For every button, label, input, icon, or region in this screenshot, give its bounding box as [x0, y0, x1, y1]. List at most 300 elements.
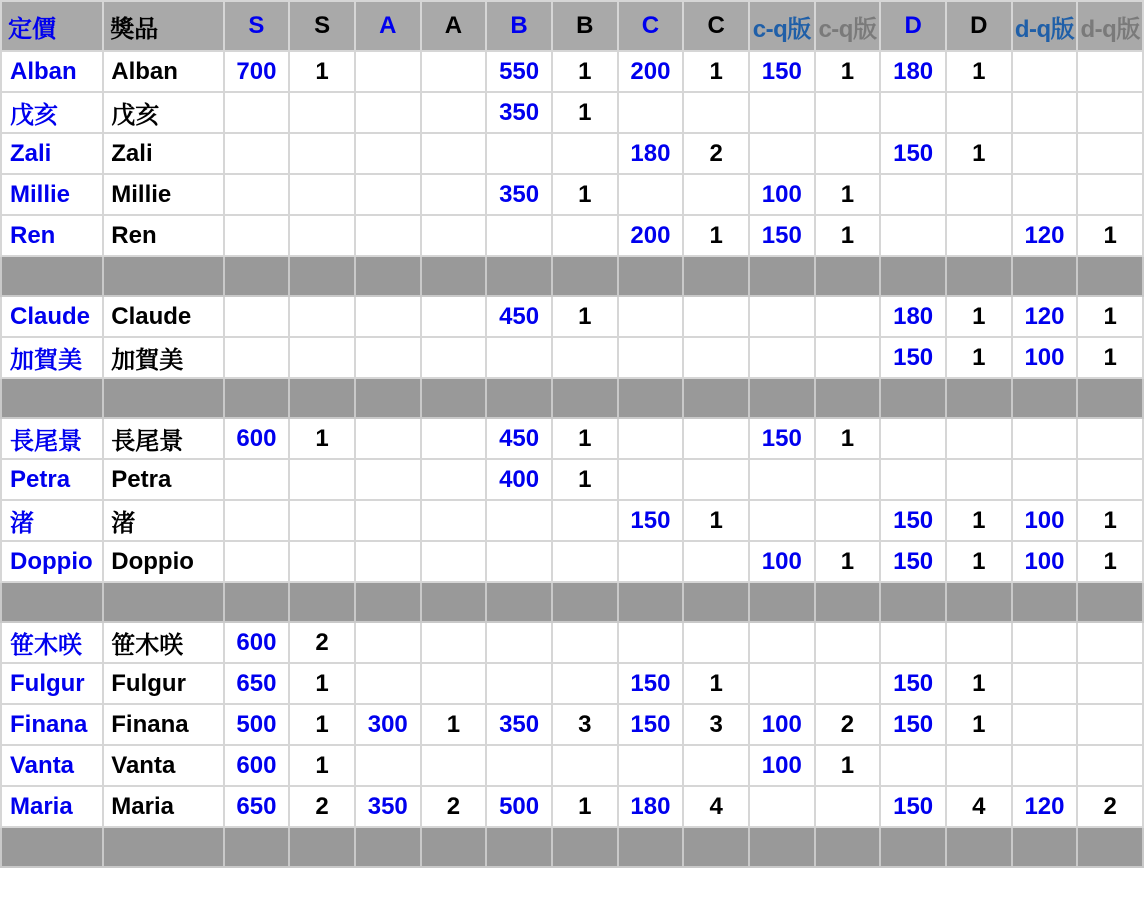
separator-cell — [355, 378, 421, 418]
price-cell[interactable]: 200 — [618, 215, 684, 256]
price-cell[interactable] — [486, 663, 552, 704]
price-cell[interactable]: 150 — [880, 704, 946, 745]
price-cell[interactable]: 450 — [486, 296, 552, 337]
quantity-cell[interactable] — [946, 215, 1012, 256]
price-cell[interactable] — [1012, 663, 1078, 704]
quantity-cell[interactable] — [683, 337, 749, 378]
prize-name-cell[interactable]: Claude — [103, 296, 223, 337]
prize-name-cell[interactable]: Zali — [103, 133, 223, 174]
price-cell[interactable] — [486, 500, 552, 541]
price-cell[interactable] — [880, 215, 946, 256]
price-cell[interactable] — [1012, 133, 1078, 174]
price-cell[interactable]: 100 — [749, 541, 815, 582]
quantity-cell[interactable]: 1 — [1077, 337, 1143, 378]
price-cell[interactable]: 150 — [880, 500, 946, 541]
quantity-cell[interactable] — [552, 133, 618, 174]
price-cell[interactable] — [1012, 174, 1078, 215]
separator-cell — [618, 582, 684, 622]
quantity-cell[interactable] — [289, 296, 355, 337]
quantity-cell[interactable]: 1 — [552, 459, 618, 500]
price-cell[interactable]: 150 — [749, 215, 815, 256]
separator-cell — [815, 256, 881, 296]
quantity-cell[interactable]: 1 — [1077, 500, 1143, 541]
quantity-cell[interactable]: 2 — [289, 786, 355, 827]
price-name-cell[interactable]: 長尾景 — [1, 418, 103, 459]
price-cell[interactable]: 100 — [749, 174, 815, 215]
price-cell[interactable] — [749, 133, 815, 174]
header-cell[interactable]: D — [880, 1, 946, 51]
quantity-cell[interactable] — [421, 459, 487, 500]
separator-cell — [103, 827, 223, 867]
price-cell[interactable]: 400 — [486, 459, 552, 500]
price-cell[interactable]: 200 — [618, 51, 684, 92]
quantity-cell[interactable] — [289, 337, 355, 378]
quantity-cell[interactable]: 1 — [946, 296, 1012, 337]
price-cell[interactable]: 180 — [880, 296, 946, 337]
quantity-cell[interactable]: 1 — [552, 418, 618, 459]
header-cell[interactable]: d-q版 — [1012, 1, 1078, 51]
price-cell[interactable] — [749, 337, 815, 378]
header-cell[interactable]: 獎品 — [103, 1, 223, 51]
price-cell[interactable] — [486, 622, 552, 663]
price-cell[interactable] — [355, 51, 421, 92]
price-cell[interactable]: 100 — [1012, 541, 1078, 582]
quantity-cell[interactable] — [552, 500, 618, 541]
price-cell[interactable] — [355, 500, 421, 541]
quantity-cell[interactable] — [815, 459, 881, 500]
price-cell[interactable] — [486, 215, 552, 256]
price-cell[interactable] — [224, 296, 290, 337]
price-cell[interactable] — [618, 418, 684, 459]
quantity-cell[interactable] — [421, 745, 487, 786]
price-cell[interactable] — [1012, 51, 1078, 92]
quantity-cell[interactable]: 1 — [552, 174, 618, 215]
quantity-cell[interactable]: 4 — [683, 786, 749, 827]
quantity-cell[interactable]: 3 — [552, 704, 618, 745]
header-cell[interactable]: c-q版 — [749, 1, 815, 51]
quantity-cell[interactable] — [1077, 51, 1143, 92]
quantity-cell[interactable]: 1 — [552, 51, 618, 92]
price-cell[interactable] — [1012, 459, 1078, 500]
price-cell[interactable]: 150 — [749, 418, 815, 459]
quantity-cell[interactable] — [552, 541, 618, 582]
quantity-cell[interactable] — [421, 174, 487, 215]
price-cell[interactable]: 120 — [1012, 786, 1078, 827]
price-cell[interactable] — [880, 622, 946, 663]
price-cell[interactable] — [618, 337, 684, 378]
price-cell[interactable]: 150 — [618, 704, 684, 745]
prize-name-cell[interactable]: Fulgur — [103, 663, 223, 704]
quantity-cell[interactable]: 2 — [815, 704, 881, 745]
header-cell[interactable]: C — [618, 1, 684, 51]
price-cell[interactable]: 100 — [1012, 337, 1078, 378]
quantity-cell[interactable]: 1 — [552, 92, 618, 133]
quantity-cell[interactable] — [421, 133, 487, 174]
price-name-cell[interactable]: Ren — [1, 215, 103, 256]
prize-name-cell[interactable]: Maria — [103, 786, 223, 827]
price-cell[interactable]: 350 — [355, 786, 421, 827]
prize-name-cell[interactable]: Finana — [103, 704, 223, 745]
table-body — [1, 51, 1143, 867]
price-cell[interactable] — [486, 337, 552, 378]
price-cell[interactable] — [355, 215, 421, 256]
quantity-cell[interactable]: 1 — [946, 663, 1012, 704]
separator-row — [1, 256, 1143, 296]
price-cell[interactable]: 150 — [618, 500, 684, 541]
separator-row — [1, 378, 1143, 418]
price-cell[interactable] — [486, 133, 552, 174]
price-name-cell[interactable]: Doppio — [1, 541, 103, 582]
price-cell[interactable] — [1012, 745, 1078, 786]
quantity-cell[interactable] — [683, 459, 749, 500]
price-cell[interactable] — [1012, 622, 1078, 663]
table-row — [1, 745, 1143, 786]
quantity-cell[interactable]: 1 — [815, 541, 881, 582]
table-row — [1, 500, 1143, 541]
quantity-cell[interactable] — [421, 215, 487, 256]
price-name-cell[interactable]: Alban — [1, 51, 103, 92]
quantity-cell[interactable] — [1077, 133, 1143, 174]
price-cell[interactable] — [486, 541, 552, 582]
quantity-cell[interactable]: 3 — [683, 704, 749, 745]
price-cell[interactable] — [618, 459, 684, 500]
separator-cell — [355, 256, 421, 296]
separator-row — [1, 582, 1143, 622]
quantity-cell[interactable]: 1 — [815, 174, 881, 215]
price-cell[interactable]: 180 — [880, 51, 946, 92]
price-cell[interactable] — [355, 541, 421, 582]
price-cell[interactable]: 100 — [749, 745, 815, 786]
quantity-cell[interactable] — [552, 215, 618, 256]
price-name-cell[interactable]: Finana — [1, 704, 103, 745]
price-cell[interactable] — [749, 500, 815, 541]
quantity-cell[interactable]: 1 — [552, 786, 618, 827]
price-cell[interactable] — [355, 296, 421, 337]
quantity-cell[interactable]: 1 — [815, 745, 881, 786]
price-cell[interactable]: 450 — [486, 418, 552, 459]
quantity-cell[interactable] — [1077, 418, 1143, 459]
price-cell[interactable] — [880, 92, 946, 133]
price-cell[interactable] — [880, 745, 946, 786]
price-name-cell[interactable]: Maria — [1, 786, 103, 827]
quantity-cell[interactable] — [815, 622, 881, 663]
price-cell[interactable] — [224, 215, 290, 256]
quantity-cell[interactable] — [289, 500, 355, 541]
prize-name-cell[interactable]: 笹木咲 — [103, 622, 223, 663]
prize-name-cell[interactable]: Doppio — [103, 541, 223, 582]
quantity-cell[interactable] — [421, 92, 487, 133]
quantity-cell[interactable] — [815, 92, 881, 133]
price-name-cell[interactable]: Vanta — [1, 745, 103, 786]
quantity-cell[interactable] — [683, 541, 749, 582]
price-cell[interactable]: 700 — [224, 51, 290, 92]
quantity-cell[interactable] — [946, 622, 1012, 663]
price-cell[interactable]: 350 — [486, 174, 552, 215]
quantity-cell[interactable]: 2 — [421, 786, 487, 827]
prize-name-cell[interactable]: Petra — [103, 459, 223, 500]
price-name-cell[interactable]: 渚 — [1, 500, 103, 541]
price-cell[interactable] — [224, 174, 290, 215]
price-cell[interactable] — [1012, 704, 1078, 745]
quantity-cell[interactable] — [946, 174, 1012, 215]
price-cell[interactable]: 150 — [749, 51, 815, 92]
price-cell[interactable] — [618, 622, 684, 663]
price-cell[interactable]: 100 — [1012, 500, 1078, 541]
separator-cell — [1012, 378, 1078, 418]
price-cell[interactable] — [355, 174, 421, 215]
price-cell[interactable] — [1012, 92, 1078, 133]
price-cell[interactable] — [749, 296, 815, 337]
price-cell[interactable] — [749, 663, 815, 704]
price-cell[interactable] — [749, 786, 815, 827]
quantity-cell[interactable] — [815, 663, 881, 704]
quantity-cell[interactable] — [1077, 622, 1143, 663]
quantity-cell[interactable] — [815, 786, 881, 827]
price-cell[interactable] — [355, 622, 421, 663]
separator-cell — [946, 827, 1012, 867]
price-cell[interactable] — [355, 663, 421, 704]
quantity-cell[interactable] — [946, 745, 1012, 786]
price-cell[interactable] — [749, 92, 815, 133]
price-cell[interactable] — [355, 92, 421, 133]
quantity-cell[interactable] — [289, 133, 355, 174]
quantity-cell[interactable]: 1 — [946, 704, 1012, 745]
quantity-cell[interactable] — [421, 541, 487, 582]
quantity-cell[interactable] — [421, 622, 487, 663]
separator-cell — [103, 582, 223, 622]
separator-cell — [552, 582, 618, 622]
separator-cell — [1, 256, 103, 296]
price-cell[interactable]: 180 — [618, 133, 684, 174]
price-name-cell[interactable]: 加賀美 — [1, 337, 103, 378]
price-cell[interactable] — [749, 622, 815, 663]
quantity-cell[interactable]: 1 — [289, 663, 355, 704]
price-cell[interactable]: 150 — [880, 663, 946, 704]
prize-name-cell[interactable]: Millie — [103, 174, 223, 215]
quantity-cell[interactable] — [815, 296, 881, 337]
prize-name-cell[interactable]: 戊亥 — [103, 92, 223, 133]
price-cell[interactable] — [880, 418, 946, 459]
price-cell[interactable]: 500 — [224, 704, 290, 745]
quantity-cell[interactable] — [552, 745, 618, 786]
table-row — [1, 296, 1143, 337]
price-cell[interactable]: 120 — [1012, 215, 1078, 256]
quantity-cell[interactable]: 2 — [1077, 786, 1143, 827]
quantity-cell[interactable]: 4 — [946, 786, 1012, 827]
quantity-cell[interactable] — [421, 418, 487, 459]
price-cell[interactable]: 650 — [224, 663, 290, 704]
quantity-cell[interactable]: 1 — [683, 215, 749, 256]
separator-cell — [421, 582, 487, 622]
prize-name-cell[interactable]: Alban — [103, 51, 223, 92]
separator-cell — [683, 256, 749, 296]
quantity-cell[interactable]: 1 — [1077, 215, 1143, 256]
prize-name-cell[interactable]: Ren — [103, 215, 223, 256]
quantity-cell[interactable] — [421, 296, 487, 337]
quantity-cell[interactable] — [421, 500, 487, 541]
price-cell[interactable]: 500 — [486, 786, 552, 827]
price-cell[interactable] — [486, 745, 552, 786]
quantity-cell[interactable]: 1 — [946, 337, 1012, 378]
quantity-cell[interactable] — [289, 541, 355, 582]
quantity-cell[interactable]: 2 — [289, 622, 355, 663]
price-cell[interactable]: 300 — [355, 704, 421, 745]
price-cell[interactable]: 150 — [880, 786, 946, 827]
price-cell[interactable] — [618, 296, 684, 337]
price-name-cell[interactable]: Petra — [1, 459, 103, 500]
quantity-cell[interactable] — [1077, 745, 1143, 786]
quantity-cell[interactable] — [552, 622, 618, 663]
header-cell[interactable]: c-q版 — [815, 1, 881, 51]
quantity-cell[interactable] — [683, 745, 749, 786]
price-name-cell[interactable]: Millie — [1, 174, 103, 215]
price-cell[interactable]: 100 — [749, 704, 815, 745]
quantity-cell[interactable] — [815, 133, 881, 174]
header-cell[interactable]: B — [486, 1, 552, 51]
quantity-cell[interactable]: 1 — [815, 215, 881, 256]
quantity-cell[interactable]: 1 — [289, 745, 355, 786]
separator-cell — [683, 378, 749, 418]
quantity-cell[interactable]: 1 — [946, 133, 1012, 174]
price-name-cell[interactable]: 戊亥 — [1, 92, 103, 133]
header-cell[interactable]: S — [289, 1, 355, 51]
price-cell[interactable] — [618, 92, 684, 133]
price-cell[interactable] — [880, 459, 946, 500]
price-cell[interactable] — [749, 459, 815, 500]
price-name-cell[interactable]: Zali — [1, 133, 103, 174]
price-cell[interactable]: 550 — [486, 51, 552, 92]
quantity-cell[interactable] — [683, 174, 749, 215]
quantity-cell[interactable] — [683, 92, 749, 133]
header-cell[interactable]: S — [224, 1, 290, 51]
price-cell[interactable] — [224, 500, 290, 541]
quantity-cell[interactable]: 1 — [946, 500, 1012, 541]
header-cell[interactable]: A — [421, 1, 487, 51]
separator-cell — [618, 256, 684, 296]
quantity-cell[interactable] — [815, 337, 881, 378]
header-cell[interactable]: A — [355, 1, 421, 51]
quantity-cell[interactable]: 1 — [946, 51, 1012, 92]
prize-name-cell[interactable]: 長尾景 — [103, 418, 223, 459]
quantity-cell[interactable] — [1077, 663, 1143, 704]
quantity-cell[interactable] — [683, 296, 749, 337]
price-cell[interactable]: 150 — [880, 541, 946, 582]
quantity-cell[interactable] — [1077, 459, 1143, 500]
quantity-cell[interactable]: 1 — [552, 296, 618, 337]
price-cell[interactable] — [1012, 418, 1078, 459]
price-cell[interactable] — [618, 541, 684, 582]
price-cell[interactable] — [880, 174, 946, 215]
prize-name-cell[interactable]: Vanta — [103, 745, 223, 786]
price-cell[interactable] — [224, 337, 290, 378]
quantity-cell[interactable] — [946, 92, 1012, 133]
table-row — [1, 459, 1143, 500]
quantity-cell[interactable]: 1 — [683, 500, 749, 541]
quantity-cell[interactable] — [946, 459, 1012, 500]
prize-name-cell[interactable]: 加賀美 — [103, 337, 223, 378]
quantity-cell[interactable] — [289, 459, 355, 500]
header-cell[interactable]: d-q版 — [1077, 1, 1143, 51]
quantity-cell[interactable]: 1 — [289, 704, 355, 745]
price-cell[interactable] — [224, 541, 290, 582]
price-cell[interactable]: 600 — [224, 745, 290, 786]
quantity-cell[interactable] — [1077, 174, 1143, 215]
quantity-cell[interactable] — [289, 215, 355, 256]
header-cell[interactable]: D — [946, 1, 1012, 51]
prize-name-cell[interactable]: 渚 — [103, 500, 223, 541]
quantity-cell[interactable] — [1077, 704, 1143, 745]
quantity-cell[interactable] — [421, 51, 487, 92]
price-cell[interactable]: 150 — [880, 133, 946, 174]
price-name-cell[interactable]: 笹木咲 — [1, 622, 103, 663]
price-cell[interactable]: 650 — [224, 786, 290, 827]
header-cell[interactable]: C — [683, 1, 749, 51]
separator-cell — [683, 582, 749, 622]
quantity-cell[interactable] — [421, 337, 487, 378]
header-cell[interactable]: 定價 — [1, 1, 103, 51]
quantity-cell[interactable]: 1 — [946, 541, 1012, 582]
quantity-cell[interactable] — [552, 663, 618, 704]
price-cell[interactable] — [355, 745, 421, 786]
price-cell[interactable] — [224, 92, 290, 133]
table-row — [1, 622, 1143, 663]
quantity-cell[interactable] — [815, 500, 881, 541]
quantity-cell[interactable]: 1 — [289, 51, 355, 92]
quantity-cell[interactable] — [683, 622, 749, 663]
price-cell[interactable] — [355, 133, 421, 174]
quantity-cell[interactable]: 1 — [815, 51, 881, 92]
quantity-cell[interactable] — [289, 92, 355, 133]
price-cell[interactable]: 180 — [618, 786, 684, 827]
quantity-cell[interactable]: 2 — [683, 133, 749, 174]
price-cell[interactable] — [618, 174, 684, 215]
quantity-cell[interactable]: 1 — [683, 663, 749, 704]
price-cell[interactable] — [355, 459, 421, 500]
price-cell[interactable]: 150 — [880, 337, 946, 378]
price-cell[interactable]: 350 — [486, 92, 552, 133]
price-cell[interactable]: 350 — [486, 704, 552, 745]
price-name-cell[interactable]: Claude — [1, 296, 103, 337]
price-cell[interactable] — [618, 745, 684, 786]
quantity-cell[interactable] — [552, 337, 618, 378]
price-cell[interactable] — [355, 418, 421, 459]
price-cell[interactable]: 120 — [1012, 296, 1078, 337]
quantity-cell[interactable] — [421, 663, 487, 704]
quantity-cell[interactable]: 1 — [1077, 541, 1143, 582]
quantity-cell[interactable] — [683, 418, 749, 459]
price-cell[interactable] — [224, 133, 290, 174]
price-name-cell[interactable]: Fulgur — [1, 663, 103, 704]
table-row — [1, 418, 1143, 459]
quantity-cell[interactable]: 1 — [421, 704, 487, 745]
quantity-cell[interactable]: 1 — [289, 418, 355, 459]
price-cell[interactable]: 600 — [224, 418, 290, 459]
separator-cell — [1, 378, 103, 418]
price-cell[interactable] — [355, 337, 421, 378]
quantity-cell[interactable]: 1 — [683, 51, 749, 92]
quantity-cell[interactable] — [289, 174, 355, 215]
header-cell[interactable]: B — [552, 1, 618, 51]
quantity-cell[interactable]: 1 — [815, 418, 881, 459]
quantity-cell[interactable] — [946, 418, 1012, 459]
quantity-cell[interactable]: 1 — [1077, 296, 1143, 337]
price-cell[interactable]: 150 — [618, 663, 684, 704]
price-cell[interactable]: 600 — [224, 622, 290, 663]
separator-cell — [486, 582, 552, 622]
quantity-cell[interactable] — [1077, 92, 1143, 133]
price-cell[interactable] — [224, 459, 290, 500]
separator-cell — [880, 827, 946, 867]
